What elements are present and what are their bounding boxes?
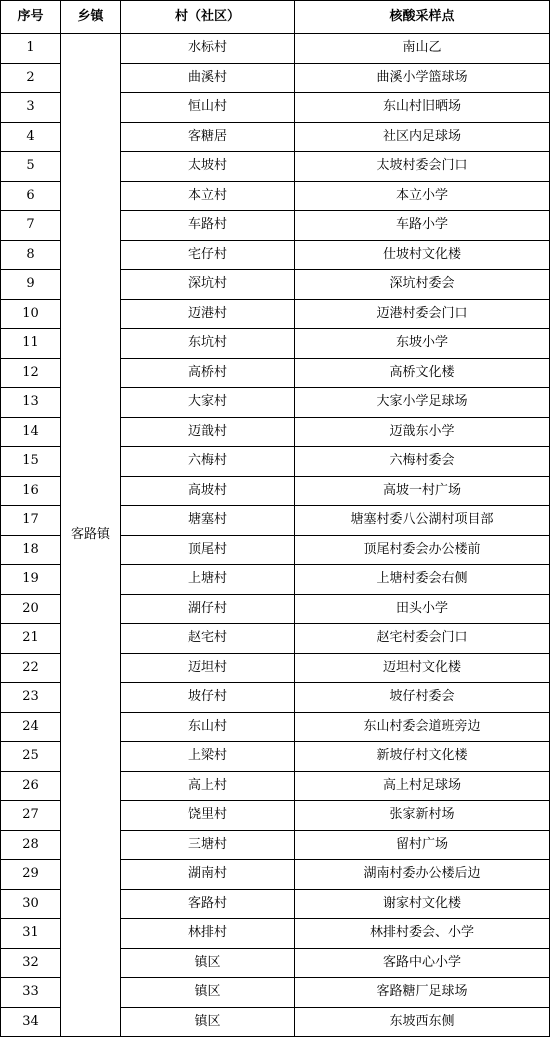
cell-index: 12	[1, 358, 61, 388]
cell-sampling-site: 迈戠东小学	[295, 417, 550, 447]
cell-index: 21	[1, 624, 61, 654]
cell-village: 高上村	[121, 771, 295, 801]
cell-sampling-site: 塘塞村委八公湖村项目部	[295, 506, 550, 536]
cell-sampling-site: 大家小学足球场	[295, 388, 550, 418]
cell-index: 18	[1, 535, 61, 565]
cell-sampling-site: 深坑村委会	[295, 270, 550, 300]
cell-village: 大家村	[121, 388, 295, 418]
cell-village: 六梅村	[121, 447, 295, 477]
cell-village: 三塘村	[121, 830, 295, 860]
cell-sampling-site: 曲溪小学篮球场	[295, 63, 550, 93]
header-town: 乡镇	[61, 1, 121, 34]
cell-sampling-site: 东坡小学	[295, 329, 550, 359]
cell-village: 客糖居	[121, 122, 295, 152]
cell-sampling-site: 林排村委会、小学	[295, 919, 550, 949]
cell-sampling-site: 东山村委会道班旁边	[295, 712, 550, 742]
cell-village: 湖仔村	[121, 594, 295, 624]
cell-village: 高桥村	[121, 358, 295, 388]
cell-village: 曲溪村	[121, 63, 295, 93]
cell-village: 顶尾村	[121, 535, 295, 565]
cell-sampling-site: 留村广场	[295, 830, 550, 860]
cell-sampling-site: 本立小学	[295, 181, 550, 211]
cell-sampling-site: 东山村旧晒场	[295, 93, 550, 123]
cell-village: 客路村	[121, 889, 295, 919]
header-index: 序号	[1, 1, 61, 34]
cell-index: 29	[1, 860, 61, 890]
cell-index: 33	[1, 978, 61, 1008]
cell-village: 饶里村	[121, 801, 295, 831]
cell-village: 镇区	[121, 978, 295, 1008]
cell-index: 32	[1, 948, 61, 978]
cell-village: 东坑村	[121, 329, 295, 359]
cell-village: 迈戠村	[121, 417, 295, 447]
cell-sampling-site: 坡仔村委会	[295, 683, 550, 713]
cell-index: 24	[1, 712, 61, 742]
cell-index: 22	[1, 653, 61, 683]
cell-village: 塘塞村	[121, 506, 295, 536]
cell-sampling-site: 客路中心小学	[295, 948, 550, 978]
cell-sampling-site: 六梅村委会	[295, 447, 550, 477]
cell-village: 赵宅村	[121, 624, 295, 654]
cell-index: 34	[1, 1007, 61, 1037]
cell-index: 28	[1, 830, 61, 860]
cell-village: 林排村	[121, 919, 295, 949]
cell-village: 恒山村	[121, 93, 295, 123]
cell-sampling-site: 上塘村委会右侧	[295, 565, 550, 595]
cell-sampling-site: 社区内足球场	[295, 122, 550, 152]
table-row	[1, 34, 550, 64]
cell-sampling-site: 车路小学	[295, 211, 550, 241]
cell-sampling-site: 新坡仔村文化楼	[295, 742, 550, 772]
cell-index: 31	[1, 919, 61, 949]
cell-index: 14	[1, 417, 61, 447]
cell-index: 30	[1, 889, 61, 919]
cell-index: 6	[1, 181, 61, 211]
cell-village: 深坑村	[121, 270, 295, 300]
cell-sampling-site: 谢家村文化楼	[295, 889, 550, 919]
cell-index: 7	[1, 211, 61, 241]
cell-index: 20	[1, 594, 61, 624]
cell-index: 2	[1, 63, 61, 93]
cell-sampling-site: 东坡西东侧	[295, 1007, 550, 1037]
cell-index: 16	[1, 476, 61, 506]
cell-sampling-site: 张家新村场	[295, 801, 550, 831]
cell-index: 19	[1, 565, 61, 595]
cell-sampling-site: 南山乙	[295, 34, 550, 64]
header-village: 村（社区）	[121, 1, 295, 34]
cell-town: 客路镇	[61, 34, 121, 1037]
cell-index: 3	[1, 93, 61, 123]
cell-village: 本立村	[121, 181, 295, 211]
cell-village: 坡仔村	[121, 683, 295, 713]
cell-village: 湖南村	[121, 860, 295, 890]
cell-village: 车路村	[121, 211, 295, 241]
cell-village: 太坡村	[121, 152, 295, 182]
cell-village: 镇区	[121, 948, 295, 978]
cell-village: 上塘村	[121, 565, 295, 595]
cell-sampling-site: 客路糖厂足球场	[295, 978, 550, 1008]
cell-index: 13	[1, 388, 61, 418]
header-row	[1, 1, 550, 34]
cell-sampling-site: 赵宅村委会门口	[295, 624, 550, 654]
cell-sampling-site: 高上村足球场	[295, 771, 550, 801]
cell-sampling-site: 高桥文化楼	[295, 358, 550, 388]
cell-sampling-site: 迈坦村文化楼	[295, 653, 550, 683]
cell-index: 1	[1, 34, 61, 64]
cell-sampling-site: 高坡一村广场	[295, 476, 550, 506]
cell-sampling-site: 田头小学	[295, 594, 550, 624]
cell-index: 10	[1, 299, 61, 329]
table-header	[1, 1, 550, 34]
cell-village: 迈港村	[121, 299, 295, 329]
cell-sampling-site: 太坡村委会门口	[295, 152, 550, 182]
cell-village: 水标村	[121, 34, 295, 64]
cell-index: 25	[1, 742, 61, 772]
cell-index: 8	[1, 240, 61, 270]
cell-index: 9	[1, 270, 61, 300]
cell-sampling-site: 仕坡村文化楼	[295, 240, 550, 270]
cell-index: 26	[1, 771, 61, 801]
cell-sampling-site: 湖南村委办公楼后边	[295, 860, 550, 890]
cell-index: 5	[1, 152, 61, 182]
cell-village: 镇区	[121, 1007, 295, 1037]
cell-index: 15	[1, 447, 61, 477]
cell-index: 4	[1, 122, 61, 152]
cell-village: 宅仔村	[121, 240, 295, 270]
cell-village: 东山村	[121, 712, 295, 742]
cell-index: 17	[1, 506, 61, 536]
cell-village: 迈坦村	[121, 653, 295, 683]
cell-sampling-site: 顶尾村委会办公楼前	[295, 535, 550, 565]
header-sampling-site: 核酸采样点	[295, 1, 550, 34]
cell-index: 23	[1, 683, 61, 713]
cell-index: 11	[1, 329, 61, 359]
cell-sampling-site: 迈港村委会门口	[295, 299, 550, 329]
cell-village: 高坡村	[121, 476, 295, 506]
cell-index: 27	[1, 801, 61, 831]
table-body	[1, 34, 550, 1037]
cell-village: 上梁村	[121, 742, 295, 772]
